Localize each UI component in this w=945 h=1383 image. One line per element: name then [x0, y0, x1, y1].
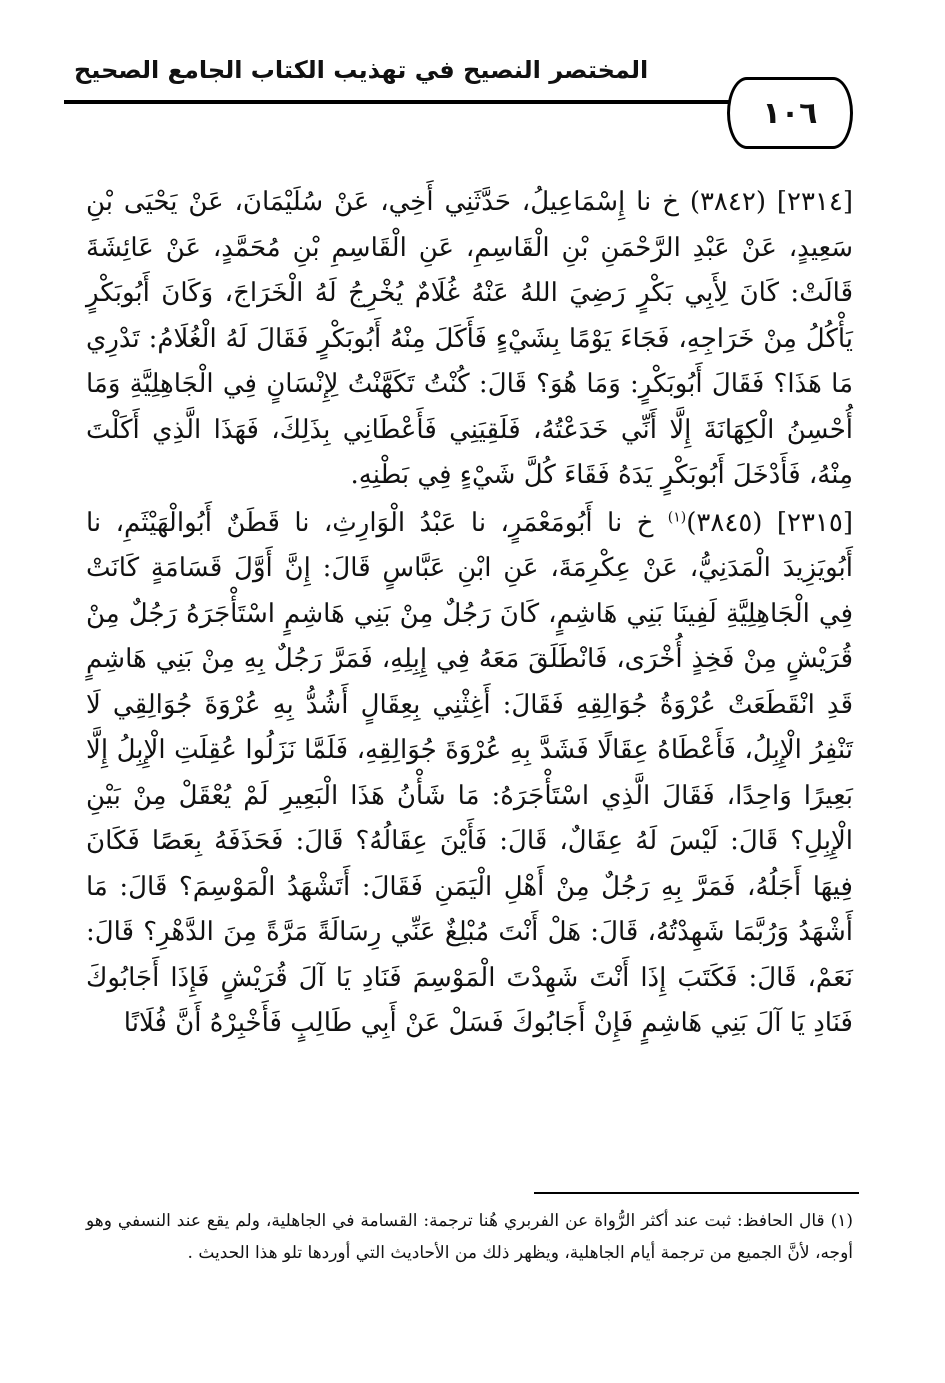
hadith-text: خ نا أَبُومَعْمَرٍ، نا عَبْدُ الْوَارِثِ، نا قَطَنٌ أَبُوالْهَيْثَمِ، نا أَبُويَزِيدَ الْمَدَنِيُّ، عَنْ عِكْرِمَةَ، عَنِ ابْنِ عَبَّاسٍ قَالَ: إِنَّ أَوَّلَ قَسَامَةٍ كَانَتْ فِي الْجَاهِلِيَّةِ لَفِينَا بَنِي هَاشِمٍ، كَانَ رَجُلٌ مِنْ بَنِي هَاشِمٍ اسْتَأْجَرَهُ رَجُلٌ مِنْ قُرَيْشٍ مِنْ فَخِذٍ أُخْرَى، فَانْطَلَقَ مَعَهُ فِي إِبِلِهِ، فَمَرَّ رَجُلٌ بِهِ مِنْ بَنِي هَاشِمٍ قَدِ انْقَطَعَتْ عُرْوَةُ جُوَالِقِهِ فَقَالَ: أَغِثْنِي بِعِقَالٍ أَشُدُّ بِهِ عُرْوَةَ جُوَالِقِي لَا تَنْفِرُ الْإِبِلُ، فَأَعْطَاهُ عِقَالًا فَشَدَّ بِهِ عُرْوَةَ جُوَالِقِهِ، فَلَمَّا نَزَلُوا عُقِلَتِ الْإِبِلُ إِلَّا بَعِيرًا وَاحِدًا، فَقَالَ الَّذِي اسْتَأْجَرَهُ: مَا شَأْنُ هَذَا الْبَعِيرِ لَمْ يُعْقَلْ مِنْ بَيْنِ الْإِبِلِ؟ قَالَ: لَيْسَ لَهُ عِقَالٌ، قَالَ: فَأَيْنَ عِقَالُهُ؟ قَالَ: فَحَذَفَهُ بِعَصًا فَكَانَ فِيهَا أَجَلُهُ، فَمَرَّ بِهِ رَجُلٌ مِنْ أَهْلِ الْيَمَنِ فَقَالَ: أَتَشْهَدُ الْمَوْسِمَ؟ قَالَ: مَا أَشْهَدُ وَرُبَّمَا شَهِدْتُهُ، قَالَ: هَلْ أَنْتَ مُبْلِغٌ عَنِّي رِسَالَةً مَرَّةً مِنَ الدَّهْرِ؟ قَالَ: نَعَمْ، قَالَ: فَكَتَبَ إِذَا أَنْتَ شَهِدْتَ الْمَوْسِمَ فَنَادِ يَا آلَ قُرَيْشٍ فَإِذَا أَجَابُوكَ فَنَادِ يَا آلَ بَنِي هَاشِمٍ فَإِنْ أَجَابُوكَ فَسَلْ عَنْ أَبِي طَالِبٍ فَأَخْبِرْهُ أَنَّ فُلَانًا — [86, 507, 853, 1038]
footnote: (١) قال الحافظ: ثبت عند أكثر الرُّواة عن الفربري هُنا ترجمة: القسامة في الجاهلية، ولم يقع عند النسفي وهو أوجه، لأنَّ الجميع من ترجمة أيام الجاهلية، ويظهر ذلك من الأحاديث التي أوردها تلو هذا الحديث . — [86, 1211, 853, 1263]
page-header — [64, 44, 829, 134]
hadith-reference: [٢٣١٥] (٣٨٤٥) — [686, 507, 853, 538]
page-number: ١٠٦ — [727, 77, 853, 149]
running-title: المختصر النصيح في تهذيب الكتاب الجامع الصحيح — [74, 56, 649, 84]
footnote-marker: (١) — [667, 508, 687, 525]
hadith-paragraph — [86, 180, 853, 499]
hadith-text: خ نا إِسْمَاعِيلُ، حَدَّثَنِي أَخِي، عَنْ سُلَيْمَانَ، عَنْ يَحْيَى بْنِ سَعِيدٍ، عَنْ عَبْدِ الرَّحْمَنِ بْنِ الْقَاسِمِ، عَنِ الْقَاسِمِ بْنِ مُحَمَّدٍ، عَنْ عَائِشَةَ قَالَتْ: كَانَ لِأَبِي بَكْرٍ رَضِيَ اللهُ عَنْهُ غُلَامٌ يُخْرِجُ لَهُ الْخَرَاجَ، وَكَانَ أَبُوبَكْرٍ يَأْكُلُ مِنْ خَرَاجِهِ، فَجَاءَ يَوْمًا بِشَيْءٍ فَأَكَلَ مِنْهُ أَبُوبَكْرٍ فَقَالَ لَهُ الْغُلَامُ: تَدْرِي مَا هَذَا؟ فَقَالَ أَبُوبَكْرٍ: وَمَا هُوَ؟ قَالَ: كُنْتُ تَكَهَّنْتُ لِإِنْسَانٍ فِي الْجَاهِلِيَّةِ وَمَا أُحْسِنُ الْكِهَانَةَ إِلَّا أَنِّي خَدَعْتُهُ، فَلَقِيَنِي فَأَعْطَانِي بِذَلِكَ، فَهَذَا الَّذِي أَكَلْتَ مِنْهُ، فَأَدْخَلَ أَبُوبَكْرٍ يَدَهُ فَقَاءَ كُلَّ شَيْءٍ فِي بَطْنِهِ. — [86, 187, 853, 490]
hadith-reference: [٢٣١٤] (٣٨٤٢) — [689, 187, 854, 217]
main-text — [86, 180, 853, 1047]
header-rule — [64, 100, 829, 104]
footnotes — [86, 1205, 853, 1269]
footnote-rule — [534, 1192, 859, 1194]
hadith-paragraph — [86, 501, 853, 1047]
